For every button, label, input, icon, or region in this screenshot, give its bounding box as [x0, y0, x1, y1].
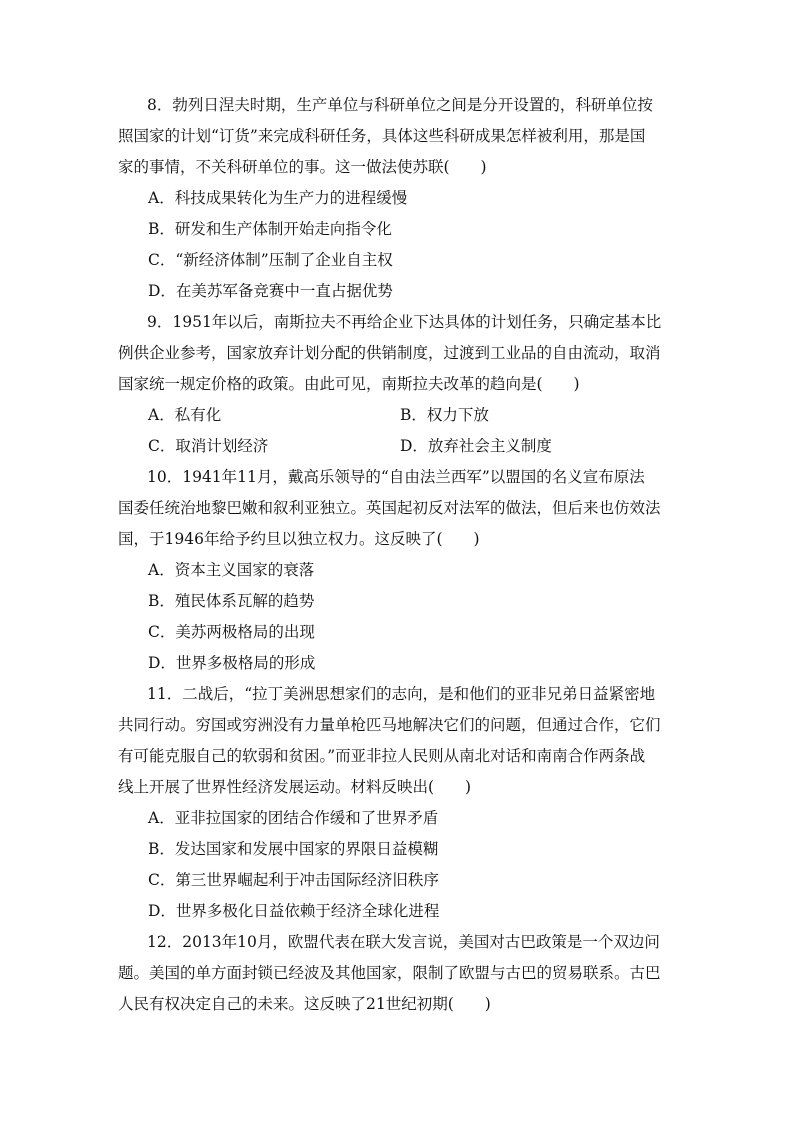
option-d: D．世界多极化日益依赖于经济全球化进程 [148, 902, 440, 920]
option-d: D．放弃社会主义制度 [400, 437, 552, 455]
option-b: B．发达国家和发展中国家的界限日益模糊 [148, 840, 439, 858]
question-text-line: 8．勃列日涅夫时期，生产单位与科研单位之间是分开设置的，科研单位按 [147, 96, 653, 114]
question-text-line: 11．二战后，“拉丁美洲思想家们的志向，是和他们的亚非兄弟日益紧密地 [147, 685, 656, 703]
option-row [118, 400, 678, 431]
question-text-line: 国，于1946年给予约旦以独立权力。这反映了( ) [118, 530, 480, 548]
question-text-line: 共同行动。穷国或穷洲没有力量单枪匹马地解决它们的问题，但通过合作，它们 [118, 716, 661, 734]
option-b: B．殖民体系瓦解的趋势 [148, 592, 315, 610]
question-8 [118, 90, 678, 307]
question-text-line: 家的事情，不关科研单位的事。这一做法使苏联( ) [118, 158, 487, 176]
question-text-line: 照国家的计划“订货”来完成科研任务，具体这些科研成果怎样被利用，那是国 [118, 127, 646, 145]
question-text-line: 题。美国的单方面封锁已经波及其他国家，限制了欧盟与古巴的贸易联系。古巴 [118, 964, 661, 982]
option-b: B．研发和生产体制开始走向指令化 [148, 220, 392, 238]
option-a: A．科技成果转化为生产力的进程缓慢 [148, 189, 408, 207]
question-text-line: 国委任统治地黎巴嫩和叙利亚独立。英国起初反对法军的做法，但后来也仿效法 [118, 499, 661, 517]
option-c: C．“新经济体制”压制了企业自主权 [148, 251, 393, 269]
question-text-line: 例供企业参考，国家放弃计划分配的供销制度，过渡到工业品的自由流动，取消 [118, 344, 661, 362]
question-text-line: 12．2013年10月，欧盟代表在联大发言说，美国对古巴政策是一个双边问 [147, 933, 660, 951]
question-text-line: 线上开展了世界性经济发展运动。材料反映出( ) [118, 778, 472, 796]
option-a: A．私有化 [148, 406, 222, 424]
option-row [118, 431, 678, 462]
exam-page [118, 90, 678, 1020]
option-a: A．亚非拉国家的团结合作缓和了世界矛盾 [148, 809, 439, 827]
question-11 [118, 679, 678, 927]
question-9 [118, 307, 678, 462]
question-text-line: 有可能克服自己的软弱和贫困。”而亚非拉人民则从南北对话和南南合作两条战 [118, 747, 646, 765]
option-c: C．取消计划经济 [148, 437, 269, 455]
question-text-line: 人民有权决定自己的未来。这反映了21世纪初期( ) [118, 995, 491, 1013]
option-c: C．第三世界崛起利于冲击国际经济旧秩序 [148, 871, 439, 889]
question-10 [118, 462, 678, 679]
option-c: C．美苏两极格局的出现 [148, 623, 315, 641]
question-text-line: 国家统一规定价格的政策。由此可见，南斯拉夫改革的趋向是( ) [118, 375, 580, 393]
option-d: D．世界多极格局的形成 [148, 654, 316, 672]
option-a: A．资本主义国家的衰落 [148, 561, 315, 579]
question-12 [118, 927, 678, 1020]
option-d: D．在美苏军备竞赛中一直占据优势 [148, 282, 393, 300]
option-b: B．权力下放 [400, 406, 489, 424]
question-text-line: 10．1941年11月，戴高乐领导的“自由法兰西军”以盟国的名义宣布原法 [147, 468, 645, 486]
question-text-line: 9．1951年以后，南斯拉夫不再给企业下达具体的计划任务，只确定基本比 [147, 313, 662, 331]
